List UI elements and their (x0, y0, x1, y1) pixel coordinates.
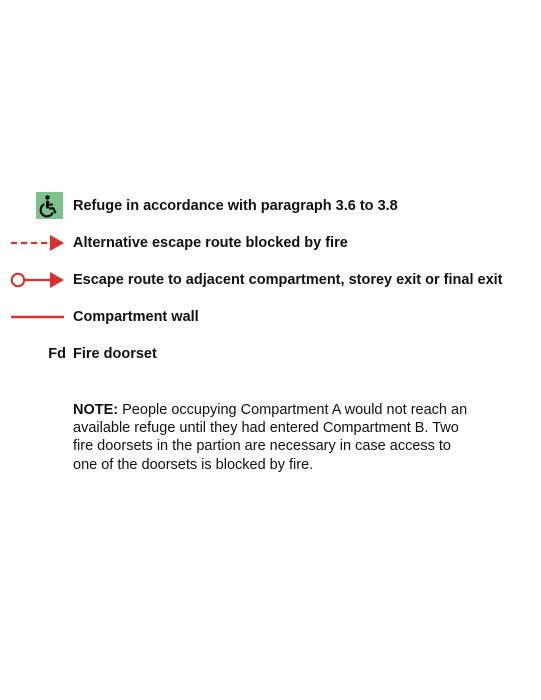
legend-label: Fire doorset (73, 346, 157, 362)
legend-item-compartment-wall (0, 303, 541, 331)
note-text: People occupying Compartment A would not reach an available refuge until they had entered Compartment B. Two fire doorsets in the partion are necessary in case access to one of the doorsets is blocked by fire. (73, 402, 468, 473)
dashed-arrow-symbol (0, 229, 66, 257)
legend-label: Compartment wall (73, 309, 199, 325)
legend-label: Escape route to adjacent compartment, storey exit or final exit (73, 272, 503, 288)
refuge-symbol (0, 192, 66, 220)
fd-symbol (0, 340, 66, 368)
red-arrowhead (50, 272, 64, 288)
circle-arrow-symbol (0, 266, 66, 294)
fd-code: Fd (48, 346, 66, 362)
note-paragraph (73, 401, 473, 474)
legend-label: Alternative escape route blocked by fire (73, 235, 348, 251)
legend-item-alternative-route (0, 229, 541, 257)
red-arrowhead (50, 235, 64, 251)
note-heading: NOTE: (73, 402, 119, 418)
legend-item-escape-route (0, 266, 541, 294)
route-start-circle (12, 274, 24, 286)
legend-label: Refuge in accordance with paragraph 3.6 to 3.8 (73, 198, 398, 214)
legend-item-fire-doorset (0, 340, 541, 368)
legend-item-refuge (0, 192, 541, 220)
wall-symbol (0, 303, 66, 331)
